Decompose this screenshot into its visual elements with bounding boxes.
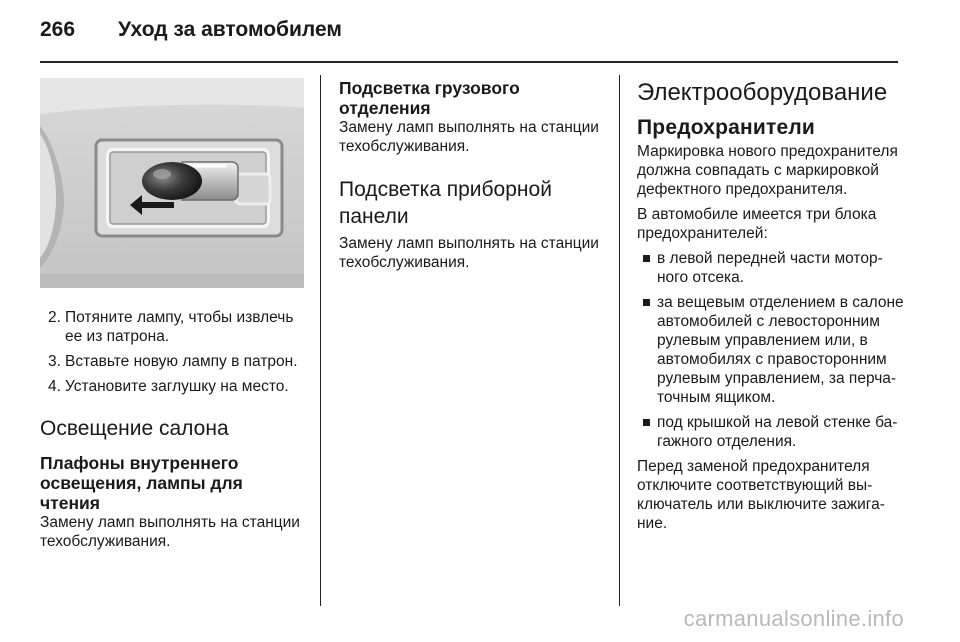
list-item — [637, 413, 905, 451]
column-1 — [40, 78, 304, 551]
fuse-box-locations — [637, 249, 905, 451]
list-item — [40, 377, 304, 396]
step-text: Вставьте новую лампу в патрон. — [65, 353, 298, 370]
instruction-steps — [40, 308, 304, 396]
paragraph: Маркировка нового предохранителя должна совпадать с маркировкой дефектного предохранителя. — [637, 143, 898, 198]
section-title: Освещение салона — [40, 417, 229, 440]
watermark: carmanualsonline.info — [683, 606, 904, 631]
subsection-title: Подсветка приборной панели — [339, 178, 552, 228]
subsection-title: Плафоны внутреннего освещения, лампы для чтения — [40, 453, 243, 513]
list-item — [637, 293, 905, 407]
chapter-title: Уход за автомобилем — [118, 18, 342, 41]
header-rule — [40, 61, 898, 63]
step-number: 4. — [48, 378, 61, 395]
list-item — [40, 352, 304, 371]
column-2 — [339, 78, 599, 272]
subsection-title: Предохранители — [637, 116, 816, 139]
paragraph: Перед заменой предохранителя отключите соответствующий выключатель или выключите зажигание. — [637, 458, 885, 532]
bullet-square-icon — [637, 413, 657, 451]
bullet-square-icon — [637, 293, 657, 407]
section-title: Электрооборудование — [637, 79, 888, 106]
subsection-text: Замену ламп выполнять на станции техобслуживания. — [339, 119, 599, 155]
paragraph: В автомобиле имеется три блока предохранителей: — [637, 206, 877, 242]
list-item — [637, 249, 905, 287]
list-item-text: за вещевым отделением в салоне автомобилей с левосторонним рулевым управлением или, в автомобилях с правосторонним рулевым управлением, за перчаточным ящиком. — [657, 294, 904, 406]
column-3 — [637, 78, 905, 533]
page-number: 266 — [40, 18, 76, 41]
step-number: 2. — [48, 309, 61, 326]
subsection-title: Подсветка грузового отделения — [339, 78, 520, 118]
subsection-text: Замену ламп выполнять на станции техобслуживания. — [339, 235, 599, 271]
list-item — [40, 308, 304, 346]
list-item-text: под крышкой на левой стенке багажного отделения. — [657, 414, 898, 450]
list-item-text: в левой передней части моторного отсека. — [657, 250, 883, 286]
step-text: Установите заглушку на место. — [65, 378, 289, 395]
bullet-square-icon — [637, 249, 657, 287]
subsection-text: Замену ламп выполнять на станции техобслуживания. — [40, 514, 300, 550]
column-divider-1 — [320, 75, 321, 606]
bulb-removal-figure — [40, 78, 304, 288]
step-text: Потяните лампу, чтобы извлечь ее из патрона. — [65, 309, 294, 345]
column-divider-2 — [619, 75, 620, 606]
step-number: 3. — [48, 353, 61, 370]
